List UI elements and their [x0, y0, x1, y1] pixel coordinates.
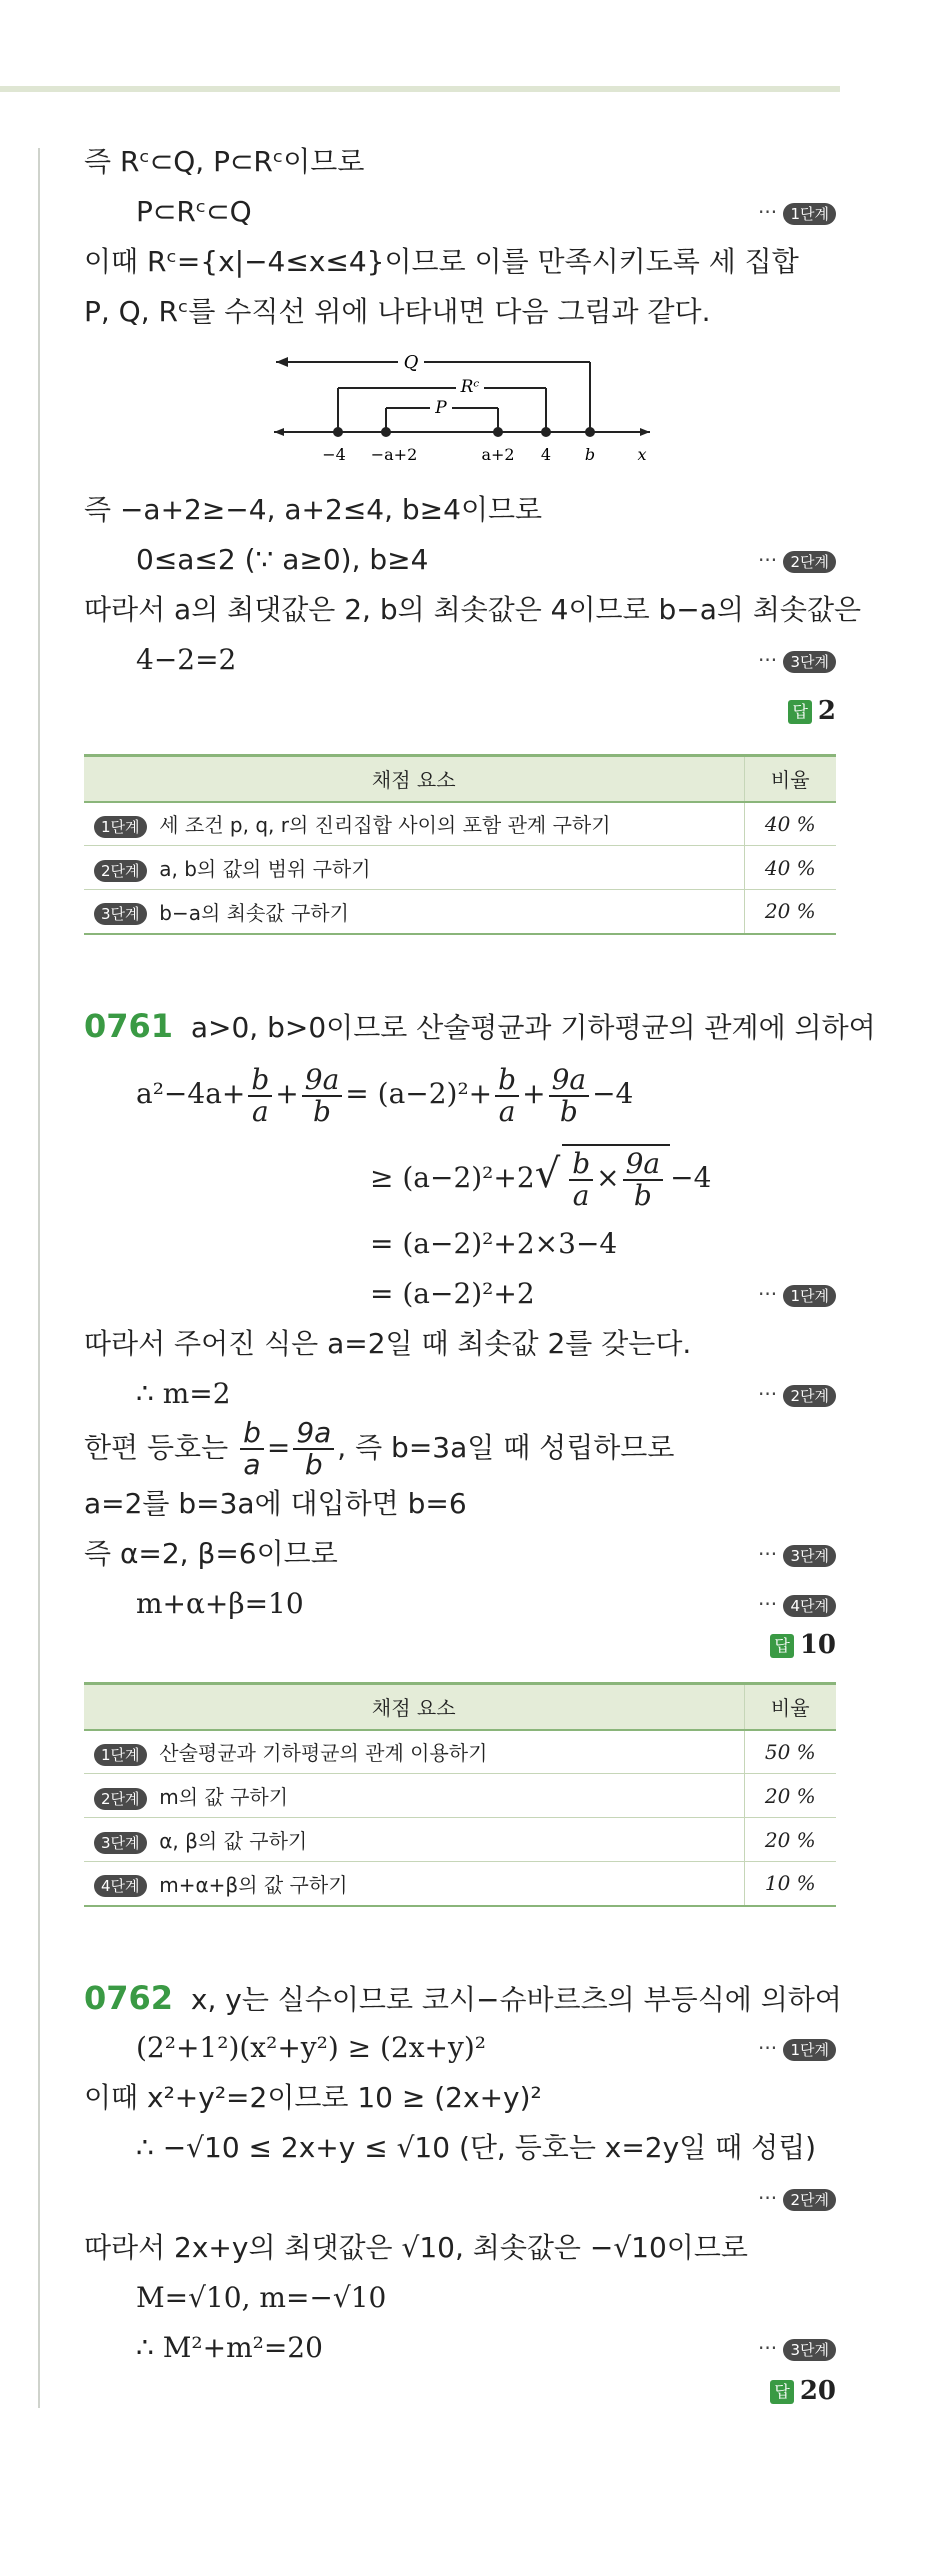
number-line-diagram	[270, 348, 670, 478]
tick-label: b	[584, 445, 596, 464]
left-margin-rule	[38, 148, 40, 2408]
table-header: 비율	[744, 1684, 836, 1730]
step-marker: ··· 3단계	[758, 1542, 836, 1567]
text-line: P, Q, Rᶜ를 수직선 위에 나타내면 다음 그림과 같다.	[84, 295, 711, 328]
text-line: 따라서 2x+y의 최댓값은 √10, 최솟값은 −√10이므로	[84, 2231, 748, 2264]
tick-label: 4	[540, 445, 552, 464]
answer: 답 2	[788, 696, 836, 726]
text-line: 즉 α=2, β=6이므로	[84, 1537, 338, 1570]
table-row: 1단계 산술평균과 기하평균의 관계 이용하기 50 %	[84, 1730, 836, 1774]
p-label: P	[435, 398, 447, 418]
step-marker: ··· 3단계	[758, 2336, 836, 2361]
equation-line: = (a−2)²+2	[370, 1277, 535, 1310]
q-label: Q	[403, 352, 419, 373]
answer: 답 10	[770, 1630, 836, 1660]
problem-number: 0761	[84, 1007, 174, 1045]
table-row: 3단계 b−a의 최솟값 구하기 20 %	[84, 890, 836, 934]
top-divider	[0, 86, 840, 92]
text-line: 이때 x²+y²=2이므로 10 ≥ (2x+y)²	[84, 2081, 542, 2114]
tick-label: −a+2	[370, 445, 418, 464]
table-row: 4단계 m+α+β의 값 구하기 10 %	[84, 1862, 836, 1906]
text-line: 따라서 주어진 식은 a=2일 때 최솟값 2를 갖는다.	[84, 1327, 692, 1360]
table-row: 1단계 세 조건 p, q, r의 진리집합 사이의 포함 관계 구하기 40 %	[84, 802, 836, 846]
text-line: 즉 −a+2≥−4, a+2≤4, b≥4이므로	[84, 493, 543, 526]
text-line: ∴ m=2	[136, 1377, 231, 1410]
text-line: 즉 Rᶜ⊂Q, P⊂Rᶜ이므로	[84, 145, 365, 178]
problem-intro: 0761 a>0, b>0이므로 산술평균과 기하평균의 관계에 의하여	[84, 1007, 876, 1045]
step-marker: ··· 1단계	[758, 1282, 836, 1307]
text-line: ∴ M²+m²=20	[136, 2331, 323, 2364]
table-header: 채점 요소	[84, 1684, 744, 1730]
tick-label: x	[637, 445, 647, 464]
problem-intro: 0762 x, y는 실수이므로 코시−슈바르츠의 부등식에 의하여	[84, 1979, 842, 2017]
text-line: a=2를 b=3a에 대입하면 b=6	[84, 1487, 467, 1520]
answer: 답 20	[770, 2376, 836, 2406]
step-marker: ··· 2단계	[758, 1382, 836, 1407]
table-header: 채점 요소	[84, 756, 744, 802]
text-line: 따라서 a의 최댓값은 2, b의 최솟값은 4이므로 b−a의 최솟값은	[84, 593, 862, 626]
step-marker: ··· 1단계	[758, 2036, 836, 2061]
rc-label: Rᶜ	[460, 377, 480, 397]
tick-label: −4	[322, 445, 346, 464]
step-marker: ··· 2단계	[758, 548, 836, 573]
step-marker: ··· 3단계	[758, 648, 836, 673]
equation-line: a²−4a+ $\frac{b}{a}$ + $\frac{9a}{b}$ = (a−2)²+ $\frac{b}{a}$ + $\frac{9a}{b}$ −4	[136, 1062, 634, 1128]
table-row: 3단계 α, β의 값 구하기 20 %	[84, 1818, 836, 1862]
text-line: 0≤a≤2 (∵ a≥0), b≥4	[136, 543, 429, 576]
table-row: 2단계 m의 값 구하기 20 %	[84, 1774, 836, 1818]
text-line: 4−2=2	[136, 643, 237, 676]
text-line: m+α+β=10	[136, 1587, 304, 1620]
text-line: M=√10, m=−√10	[136, 2281, 387, 2314]
equation-line: = (a−2)²+2×3−4	[370, 1227, 618, 1260]
scoring-table	[84, 1682, 836, 1907]
text-line: P⊂Rᶜ⊂Q	[136, 195, 252, 228]
table-header: 비율	[744, 756, 836, 802]
text-line: 이때 Rᶜ={x|−4≤x≤4}이므로 이를 만족시키도록 세 집합	[84, 245, 799, 278]
step-marker: ··· 2단계	[758, 2186, 836, 2211]
tick-label: a+2	[481, 445, 515, 464]
step-marker: ··· 1단계	[758, 200, 836, 225]
problem-number: 0762	[84, 1979, 174, 2017]
equation-line: ≥ (a−2)²+2√ $\frac{b}{a}$ × $\frac{9a}{b}$ −4	[370, 1142, 711, 1211]
step-marker: ··· 4단계	[758, 1592, 836, 1617]
scoring-table	[84, 754, 836, 935]
text-line: 한편 등호는 $\frac{b}{a}$ = $\frac{9a}{b}$ , 즉 b=3a일 때 성립하므로	[84, 1416, 675, 1481]
table-row: 2단계 a, b의 값의 범위 구하기 40 %	[84, 846, 836, 890]
text-line: ∴ −√10 ≤ 2x+y ≤ √10 (단, 등호는 x=2y일 때 성립)	[136, 2131, 817, 2164]
equation-line: (2²+1²)(x²+y²) ≥ (2x+y)²	[136, 2031, 486, 2064]
